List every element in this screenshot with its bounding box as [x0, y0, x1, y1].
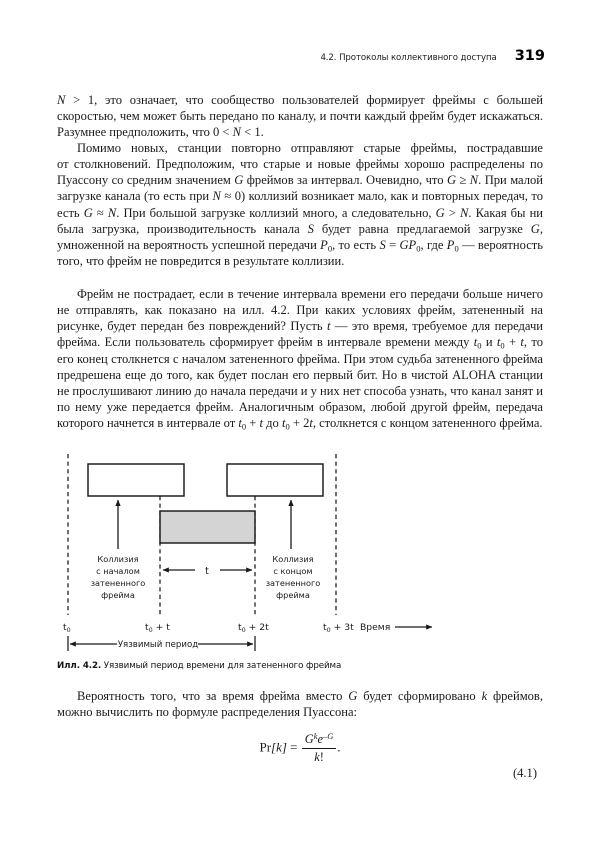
- svg-text:фрейма: фрейма: [276, 590, 310, 600]
- formula-denominator: k!: [314, 750, 324, 764]
- poisson-formula: Pr[k] = $\frac{G^ke^{-G}}{k!}$ .: [259, 730, 341, 764]
- running-head: [55, 48, 545, 68]
- formula-fraction: [302, 732, 337, 765]
- body-paragraph-3: Фрейм не пострадает, если в течение интервала времени его передачи больше ничего не отправлять, как показано на илл. 4.2. При каких условиях фрейм, затененный на рисунке, будет передан без повреждений? Пусть t — это время, требуемое для передачи фрейма. Если пользователь сформирует фрейм в интервале времени между $t_0$ и $t_0 + t$, то его конец столкнется с началом затененного фрейма. При этом судьба затененного фрейма предрешена еще до того, как будет послан его первый бит. Но в чистой ALOHA станции не прослушивают линию до начала передачи и у них нет способа узнать, что канал занят и по нему уже передается фрейм. Аналогичным образом, любой другой фрейм, передача которого начнется в интервале от $t_0 + t$ до $t_0 + 2t$, столкнется с концом затененного фрейма.: [57, 287, 544, 432]
- figure-caption-text: Уязвимый период времени для затененного фрейма: [103, 661, 342, 671]
- paragraph-block-1: [57, 92, 543, 140]
- time-axis: [360, 622, 432, 633]
- paragraph-block-2: [57, 140, 543, 269]
- running-head-section-title: 4.2. Протоколы коллективного доступа: [320, 53, 497, 63]
- label-time-axis: Время: [360, 622, 391, 633]
- body-paragraph-2: Помимо новых, станции повторно отправляют старые фреймы, пострадавшие от столкновений. Предположим, что старые и новые фреймы хорошо распределены по Пуассону со средним значением G фреймов за интервал. Очевидно, что G ≥ N. При малой загрузке канала (то есть при N ≈ 0) коллизий возникает мало, как и повторных передач, то есть G ≈ N. При большой загрузке коллизий много, а следовательно, G > N. Какая бы ни была загрузка, производительность канала S будет равна предлагаемой загрузке G, умноженной на вероятность успешной передачи $P_0$, то есть $S = GP_0$, где $P_0$ — вероятность того, что фрейм не повредится в результате коллизии.: [57, 141, 544, 269]
- label-collision-with-frame-start: [91, 554, 146, 600]
- svg-text:с концом: с концом: [273, 566, 313, 576]
- paragraph-block-3: [57, 286, 543, 431]
- measure-vulnerable-period: [68, 636, 255, 651]
- time-axis-tick-labels: [63, 622, 354, 634]
- body-paragraph-4: Вероятность того, что за время фрейма вместо G будет сформировано k фреймов, можно вычислить по формуле распределения Пуассона:: [57, 689, 543, 720]
- svg-text:Коллизия: Коллизия: [272, 554, 314, 564]
- tick-label-t0-plus-t: $t_0 + t$: [145, 622, 170, 634]
- label-vulnerable-period: Уязвимый период: [117, 640, 199, 650]
- svg-text:Коллизия: Коллизия: [97, 554, 139, 564]
- body-paragraph-1: N > 1, это означает, что сообщество пользователей формирует фреймы с большей скоростью, чем может быть передано по каналу, и почти каждый фрейм будет искажаться. Разумнее предположить, что 0 < N < 1.: [57, 93, 543, 140]
- figure-caption: [57, 661, 543, 671]
- svg-text:фрейма: фрейма: [101, 590, 135, 600]
- tick-label-t0: $t_0$: [63, 622, 71, 634]
- paragraph-block-4: [57, 688, 543, 720]
- page-number: 319: [514, 48, 545, 64]
- formula-block: [57, 728, 543, 784]
- frame-box-left: [88, 464, 184, 496]
- tick-label-t0-plus-3t: $t_0 + 3t$: [323, 622, 354, 634]
- tick-label-t0-plus-2t: $t_0 + 2t$: [238, 622, 269, 634]
- svg-text:с началом: с началом: [96, 566, 140, 576]
- svg-text:затененного: затененного: [265, 578, 321, 588]
- frame-box-right: [227, 464, 323, 496]
- formula-numerator: $G^ke^{-G}$: [302, 732, 337, 749]
- label-collision-with-frame-end: [266, 554, 321, 600]
- svg-text:затененного: затененного: [90, 578, 146, 588]
- measure-frame-duration: [163, 566, 252, 577]
- shaded-frame-box: [160, 511, 255, 543]
- equation-number: (4.1): [512, 766, 537, 780]
- figure-caption-number: Илл. 4.2.: [57, 661, 102, 671]
- figure-4-2-diagram: [57, 452, 543, 657]
- label-duration-t: t: [205, 566, 209, 577]
